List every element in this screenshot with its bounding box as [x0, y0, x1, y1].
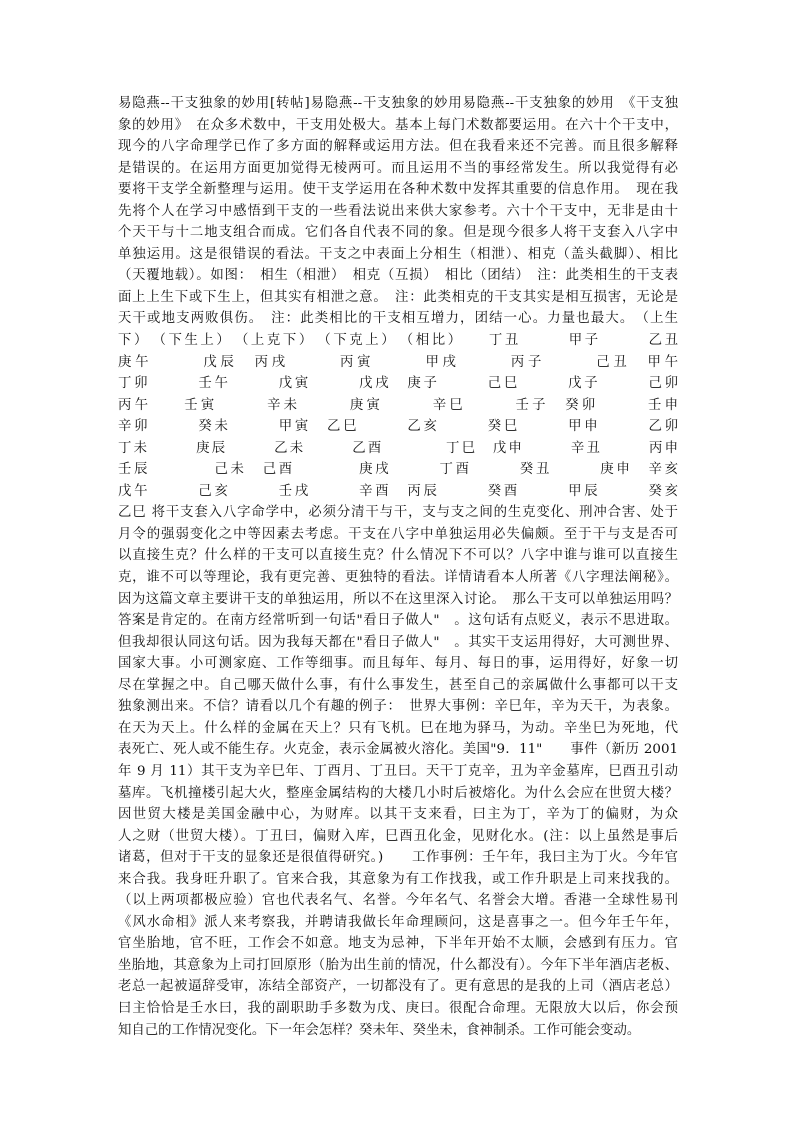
text-line: 但我却很认同这句话。因为我每天都在"看日子做人" 。其实干支运用得好，大可测世界、 [118, 634, 678, 650]
text-line: 易隐燕--干支独象的妙用[转帖]易隐燕--干支独象的妙用易隐燕--干支独象的妙用 《干支独 [118, 96, 678, 111]
text-line: 戊午 己亥 壬戌 辛酉 丙辰 癸酉 甲辰 癸亥 [118, 483, 678, 499]
text-line: 因世贸大楼是美国金融中心，为财库。以其干支来看，曰主为丁，辛为丁的偏财，为众 [118, 807, 678, 823]
article-body [118, 93, 678, 1041]
text-line: 墓库。飞机撞楼引起大火，整座金属结构的大楼几小时后被熔化。为什么会应在世贸大楼？ [118, 785, 678, 801]
text-line: 象的妙用》 在众多术数中，干支用处极大。基本上每门术数都要运用。在六十个干支中， [118, 117, 678, 133]
text-line: 乙巳 将干支套入八字命学中，必须分清干与干，支与支之间的生克变化、刑冲合害、处于 [118, 505, 678, 521]
text-line: 壬辰 己未 己酉 庚戌 丁酉 癸丑 庚申 辛亥 [118, 462, 678, 478]
text-line: 知自己的工作情况变化。下一年会怎样？癸未年、癸坐未，食神制杀。工作可能会变动。 [118, 1022, 641, 1038]
text-line: 在天为天上。什么样的金属在天上？只有飞机。巳在地为驿马，为动。辛坐巳为死地，代 [118, 720, 678, 736]
text-line: 曰主恰恰是壬水曰，我的副职助手多数为戊、庚曰。很配合命理。无限放大以后，你会预 [118, 1000, 678, 1016]
text-line: 年 9 月 11）其干支为辛巳年、丁酉月、丁丑曰。天干丁克辛，丑为辛金墓库，巳酉丑引动 [118, 763, 678, 779]
text-line: 以直接生克？什么样的干支可以直接生克？什么情况下不可以？八字中谁与谁可以直接生 [118, 548, 678, 564]
text-line: 现今的八字命理学已作了多方面的解释或运用方法。但在我看来还不完善。而且很多解释 [118, 139, 678, 155]
text-line: 个天干与十二地支组合而成。它们各自代表不同的象。但是现今很多人将干支套入八字中 [118, 225, 678, 241]
text-line: 面上上生下或下生上，但其实有相泄之意。 注：此类相克的干支其实是相互损害，无论是 [118, 289, 678, 305]
text-line: 丙午 壬寅 辛未 庚寅 辛巳 壬子 癸卯 壬申 [118, 397, 678, 413]
text-line: 要将干支学全新整理与运用。使干支学运用在各种术数中发挥其重要的信息作用。 现在我 [118, 182, 678, 198]
text-line: 独象测出来。不信？请看以几个有趣的例子： 世界大事例：辛巳年，辛为天干，为表象。 [118, 699, 678, 715]
text-line: （天覆地载）。如图： 相生（相泄） 相克（互损） 相比（团结） 注：此类相生的干支表 [118, 268, 678, 284]
text-line: 克，谁不可以等理论，我有更完善、更独特的看法。详情请看本人所著《八字理法阐秘》。 [118, 570, 678, 586]
text-line: 人之财（世贸大楼）。丁丑曰，偏财入库，巳酉丑化金，见财化水。(注：以上虽然是事后 [118, 828, 678, 844]
text-line: （以上两项都极应验）官也代表名气、名誉。今年名气、名誉会大增。香港一全球性易刊 [118, 893, 678, 909]
text-line: 尽在掌握之中。自己哪天做什么事，有什么事发生，甚至自己的亲属做什么事都可以干支 [118, 677, 678, 693]
text-line: 老总一起被逼辞受审，冻结全部资产，一切都没有了。更有意思的是我的上司（酒店老总） [118, 979, 678, 995]
text-line: 《风水命相》派人来考察我，并聘请我做长年命理顾问，这是喜事之一。但今年壬午年， [118, 914, 678, 930]
text-line: 下） （下生上） （上克下） （下克上） （相比） 丁丑 甲子 乙丑 [118, 333, 678, 349]
text-line: 辛卯 癸未 甲寅 乙巳 乙亥 癸巳 甲申 乙卯 [118, 419, 678, 435]
text-line: 表死亡、死人或不能生存。火克金，表示金属被火溶化。美国"9．11" 事件（新历 2001 [118, 742, 678, 758]
text-line: 来合我。我身旺升职了。官来合我，其意象为有工作找我，或工作升职是上司来找我的。 [118, 871, 678, 887]
text-line: 先将个人在学习中感悟到干支的一些看法说出来供大家参考。六十个干支中，无非是由十 [118, 203, 678, 219]
text-line: 坐胎地，其意象为上司打回原形（胎为出生前的情况，什么都没有）。今年下半年酒店老板、 [118, 957, 678, 973]
text-line: 诸葛，但对于干支的显象还是很值得研究。) 工作事例：壬午年，我曰主为丁火。今年官 [118, 850, 678, 866]
text-line: 因为这篇文章主要讲干支的单独运用，所以不在这里深入讨论。 那么干支可以单独运用吗？ [118, 591, 678, 607]
text-line: 丁未 庚辰 乙未 乙酉 丁巳 戊申 辛丑 丙申 [118, 440, 678, 456]
text-line: 庚午 戊辰 丙戌 丙寅 甲戌 丙子 己丑 甲午 [118, 354, 678, 370]
text-line: 丁卯 壬午 戊寅 戊戌 庚子 己巳 戊子 己卯 [118, 376, 678, 392]
text-line: 是错误的。在运用方面更加觉得无棱两可。而且运用不当的事经常发生。所以我觉得有必 [118, 160, 678, 176]
text-line: 天干或地支两败俱伤。 注：此类相比的干支相互增力，团结一心。力量也最大。 （上生 [118, 311, 678, 327]
text-line: 单独运用。这是很错误的看法。干支之中表面上分相生（相泄）、相克（盖头截脚）、相比 [118, 246, 678, 262]
text-line: 官坐胎地，官不旺，工作会不如意。地支为忌神，下半年开始不太顺，会感到有压力。官 [118, 936, 678, 952]
text-line: 国家大事。小可测家庭、工作等细事。而且每年、每月、每日的事，运用得好，好象一切 [118, 656, 678, 672]
text-line: 月令的强弱变化之中等因素去考虑。干支在八字中单独运用必失偏颇。至于干与支是否可 [118, 526, 678, 542]
text-line: 答案是肯定的。在南方经常听到一句话"看日子做人" 。这句话有点贬义，表示不思进取。 [118, 613, 678, 629]
